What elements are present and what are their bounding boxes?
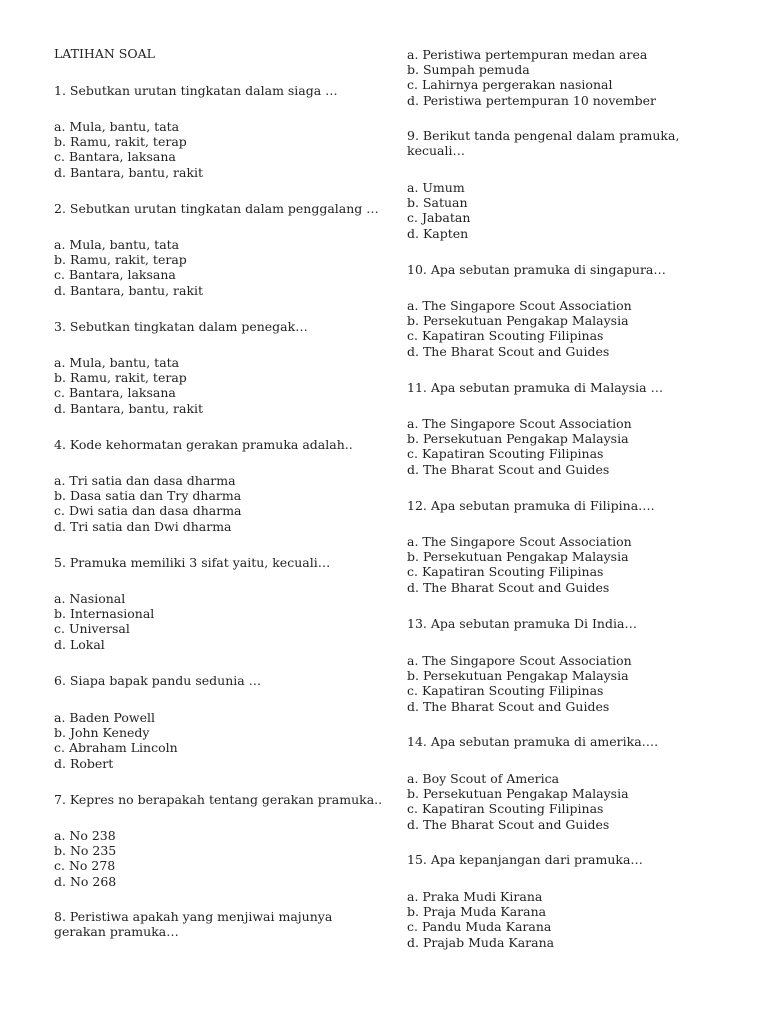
question-8: 8. Peristiwa apakah yang menjiwai majunya gerakan pramuka… xyxy=(54,909,333,940)
option-b: b. Persekutuan Pengakap Malaysia xyxy=(407,313,629,329)
option-b: b. Persekutuan Pengakap Malaysia xyxy=(407,668,629,684)
option-d: d. Lokal xyxy=(54,636,105,652)
option-b: b. Internasional xyxy=(54,606,155,622)
option-d: d. The Bharat Scout and Guides xyxy=(407,698,610,714)
question-2: 2. Sebutkan urutan tingkatan dalam penggalang … xyxy=(54,201,379,216)
option-c: c. Abraham Lincoln xyxy=(54,740,178,756)
option-a: a. The Singapore Scout Association xyxy=(407,653,632,668)
option-c: c. Kapatiran Scouting Filipinas xyxy=(407,446,604,462)
option-d: d. Prajab Muda Karana xyxy=(407,934,555,950)
option-a: a. Mula, bantu, tata xyxy=(54,237,180,252)
question-15: 15. Apa kepanjangan dari pramuka… xyxy=(407,852,643,867)
options-12 xyxy=(407,534,707,595)
option-a: a. Baden Powell xyxy=(54,710,155,725)
question-14: 14. Apa sebutan pramuka di amerika…. xyxy=(407,734,659,749)
options-4 xyxy=(54,473,374,534)
options-10 xyxy=(407,298,707,359)
option-b: b. John Kenedy xyxy=(54,725,150,741)
option-a: a. Praka Mudi Kirana xyxy=(407,889,543,904)
option-d: d. Bantara, bantu, rakit xyxy=(54,282,204,298)
option-d: d. The Bharat Scout and Guides xyxy=(407,461,610,477)
option-b: b. Dasa satia dan Try dharma xyxy=(54,488,242,504)
question-11: 11. Apa sebutan pramuka di Malaysia … xyxy=(407,380,664,395)
option-a: a. Umum xyxy=(407,180,465,195)
option-a: a. Tri satia dan dasa dharma xyxy=(54,473,236,488)
options-9 xyxy=(407,180,707,241)
question-10: 10. Apa sebutan pramuka di singapura… xyxy=(407,262,666,277)
option-c: c. Lahirnya pergerakan nasional xyxy=(407,77,613,93)
options-11 xyxy=(407,416,707,477)
option-a: a. The Singapore Scout Association xyxy=(407,416,632,431)
question-12: 12. Apa sebutan pramuka di Filipina…. xyxy=(407,498,655,513)
option-d: d. The Bharat Scout and Guides xyxy=(407,816,610,832)
option-c: c. Kapatiran Scouting Filipinas xyxy=(407,683,604,699)
option-a: a. The Singapore Scout Association xyxy=(407,298,632,313)
question-4: 4. Kode kehormatan gerakan pramuka adalah.. xyxy=(54,437,353,452)
option-c: c. Jabatan xyxy=(407,210,471,226)
option-b: b. Persekutuan Pengakap Malaysia xyxy=(407,786,629,802)
option-c: c. Bantara, laksana xyxy=(54,267,176,283)
option-b: b. Satuan xyxy=(407,195,468,211)
option-c: c. Dwi satia dan dasa dharma xyxy=(54,503,242,519)
question-1: 1. Sebutkan urutan tingkatan dalam siaga … xyxy=(54,83,338,98)
option-c: c. Pandu Muda Karana xyxy=(407,919,552,935)
option-a: a. Mula, bantu, tata xyxy=(54,119,180,134)
option-d: d. Kapten xyxy=(407,225,469,241)
option-a: a. No 238 xyxy=(54,828,116,843)
question-5: 5. Pramuka memiliki 3 sifat yaitu, kecuali… xyxy=(54,555,331,570)
option-b: b. Praja Muda Karana xyxy=(407,904,547,920)
options-6 xyxy=(54,710,374,771)
options-7 xyxy=(54,828,374,889)
question-13: 13. Apa sebutan pramuka Di India… xyxy=(407,616,637,631)
option-d: d. The Bharat Scout and Guides xyxy=(407,343,610,359)
question-7: 7. Kepres no berapakah tentang gerakan pramuka.. xyxy=(54,792,383,807)
option-a: a. The Singapore Scout Association xyxy=(407,534,632,549)
option-d: d. Tri satia dan Dwi dharma xyxy=(54,518,232,534)
option-b: b. Sumpah pemuda xyxy=(407,62,530,78)
option-c: c. No 278 xyxy=(54,858,116,874)
option-b: b. Persekutuan Pengakap Malaysia xyxy=(407,431,629,447)
question-9: 9. Berikut tanda pengenal dalam pramuka, kecuali… xyxy=(407,128,680,159)
option-c: c. Kapatiran Scouting Filipinas xyxy=(407,801,604,817)
option-d: d. No 268 xyxy=(54,873,117,889)
option-b: b. Ramu, rakit, terap xyxy=(54,370,187,386)
options-13 xyxy=(407,653,707,714)
option-a: a. Mula, bantu, tata xyxy=(54,355,180,370)
option-c: c. Bantara, laksana xyxy=(54,149,176,165)
options-3 xyxy=(54,355,374,416)
options-2 xyxy=(54,237,374,298)
option-d: d. Robert xyxy=(54,755,114,771)
option-c: c. Universal xyxy=(54,621,130,637)
option-a: a. Nasional xyxy=(54,591,126,606)
option-d: d. Bantara, bantu, rakit xyxy=(54,164,204,180)
question-6: 6. Siapa bapak pandu sedunia … xyxy=(54,673,262,688)
option-b: b. No 235 xyxy=(54,843,117,859)
option-b: b. Persekutuan Pengakap Malaysia xyxy=(407,549,629,565)
option-b: b. Ramu, rakit, terap xyxy=(54,252,187,268)
options-14 xyxy=(407,771,707,832)
option-c: c. Kapatiran Scouting Filipinas xyxy=(407,328,604,344)
question-3: 3. Sebutkan tingkatan dalam penegak… xyxy=(54,319,308,334)
options-8 xyxy=(407,47,707,108)
option-a: a. Peristiwa pertempuran medan area xyxy=(407,47,648,62)
options-15 xyxy=(407,889,707,950)
options-1 xyxy=(54,119,374,180)
options-5 xyxy=(54,591,374,652)
option-d: d. Peristiwa pertempuran 10 november xyxy=(407,92,657,108)
option-d: d. The Bharat Scout and Guides xyxy=(407,579,610,595)
option-c: c. Kapatiran Scouting Filipinas xyxy=(407,564,604,580)
option-c: c. Bantara, laksana xyxy=(54,385,176,401)
option-a: a. Boy Scout of America xyxy=(407,771,560,786)
page-title: LATIHAN SOAL xyxy=(54,46,155,61)
option-d: d. Bantara, bantu, rakit xyxy=(54,400,204,416)
option-b: b. Ramu, rakit, terap xyxy=(54,134,187,150)
